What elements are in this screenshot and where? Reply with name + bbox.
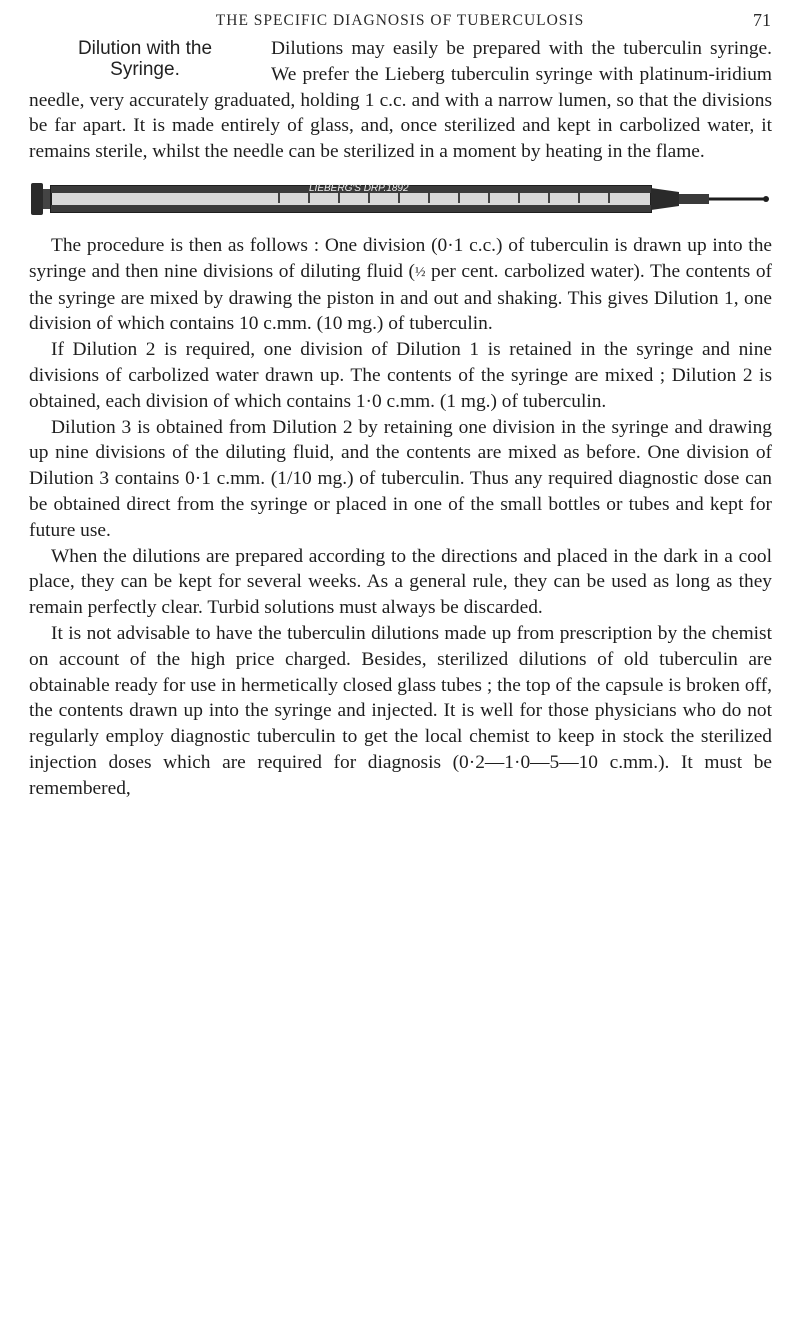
paragraph-3: If Dilution 2 is required, one division of Dilution 1 is retained in the syringe and nine divisions of carbolized water drawn up. The contents of the syringe are mixed ; Dilution 2 is obtained, each division of which contains 1·0 c.mm. (1 mg.) of tuberculin.: [29, 339, 772, 412]
sidenote-line-2: Syringe.: [110, 59, 180, 80]
paragraph-5: When the dilutions are prepared according to the directions and placed in the dark in a cool place, they can be kept for several weeks. As a general rule, they can be used as long as they remain perfectly clear. Turbid solutions must always be discarded.: [29, 545, 772, 619]
sidenote-line-1: Dilution with the: [77, 38, 213, 59]
paragraph-6: It is not advisable to have the tuberculin dilutions made up from prescription by the chemist on account of the high price charged. Besides, sterilized dilutions of old tuberculin are obtainable ready for use in hermetically closed glass tubes ; the top of the capsule is broken off, the contents drawn up into the syringe and injected. It is well for those physicians who do not regularly employ diagnostic tuberculin to get the local chemist to keep in stock the sterilized injection doses which are required for diagnosis (0·2—1·0—5—10 c.mm.). It must be remembered,: [29, 622, 772, 799]
margin-sidenote: [29, 38, 261, 80]
syringe-figure: [29, 177, 772, 221]
syringe-barrel-bottom-shade: [51, 205, 651, 212]
syringe-nozzle: [651, 188, 679, 210]
syringe-illustration-icon: [29, 177, 772, 221]
syringe-needle-tip: [763, 196, 769, 202]
syringe-label: LIEBERG'S DRP.1892: [309, 182, 409, 194]
running-title: THE SPECIFIC DIAGNOSIS OF TUBERCULOSIS: [215, 12, 585, 29]
syringe-finger-grip: [31, 183, 43, 215]
paragraph-1-text: Dilutions may easily be prepared with the tuberculin syringe. We prefer the Lieberg tuberculin syringe with platinum-iridium needle, very accurately graduated, holding 1 c.c. and with a narrow lumen, so that the divisions be far apart. It is made entirely of glass, and, once sterilized and kept in carbolized water, it remains sterile, whilst the needle can be sterilized in a moment by heating in the flame.: [29, 38, 772, 163]
paragraph-4: Dilution 3 is obtained from Dilution 2 by retaining one division in the syringe and drawing up nine divisions of the diluting fluid, and the contents are mixed as before. One division of Dilution 3 contains 0·1 c.mm. (1/10 mg.) of tuberculin. Thus any required diagnostic dose can be obtained direct from the syringe or placed in one of the small bottles or tubes and kept for future use.: [29, 416, 772, 541]
paragraph-2: [29, 233, 772, 337]
paragraph-2-text-a: The procedure is then as follows : One division (0·1 c.c.) of tuberculin is drawn up into the syringe and then nine divisions of diluting fluid (: [29, 234, 772, 282]
page-number: 71: [753, 10, 771, 30]
syringe-hub: [679, 194, 709, 204]
paragraph-2-text-b: per cent. carbolized water). The contents of the syringe are mixed by drawing the piston in and out and shaking. This gives Dilution 1, one division of which contains 10 c.mm. (10 mg.) of tuberculin.: [29, 260, 772, 335]
paragraph-1: [29, 36, 772, 165]
syringe-plunger-head: [43, 189, 51, 209]
page-body: [29, 36, 772, 802]
paragraph-2-fraction: ½: [414, 264, 426, 280]
